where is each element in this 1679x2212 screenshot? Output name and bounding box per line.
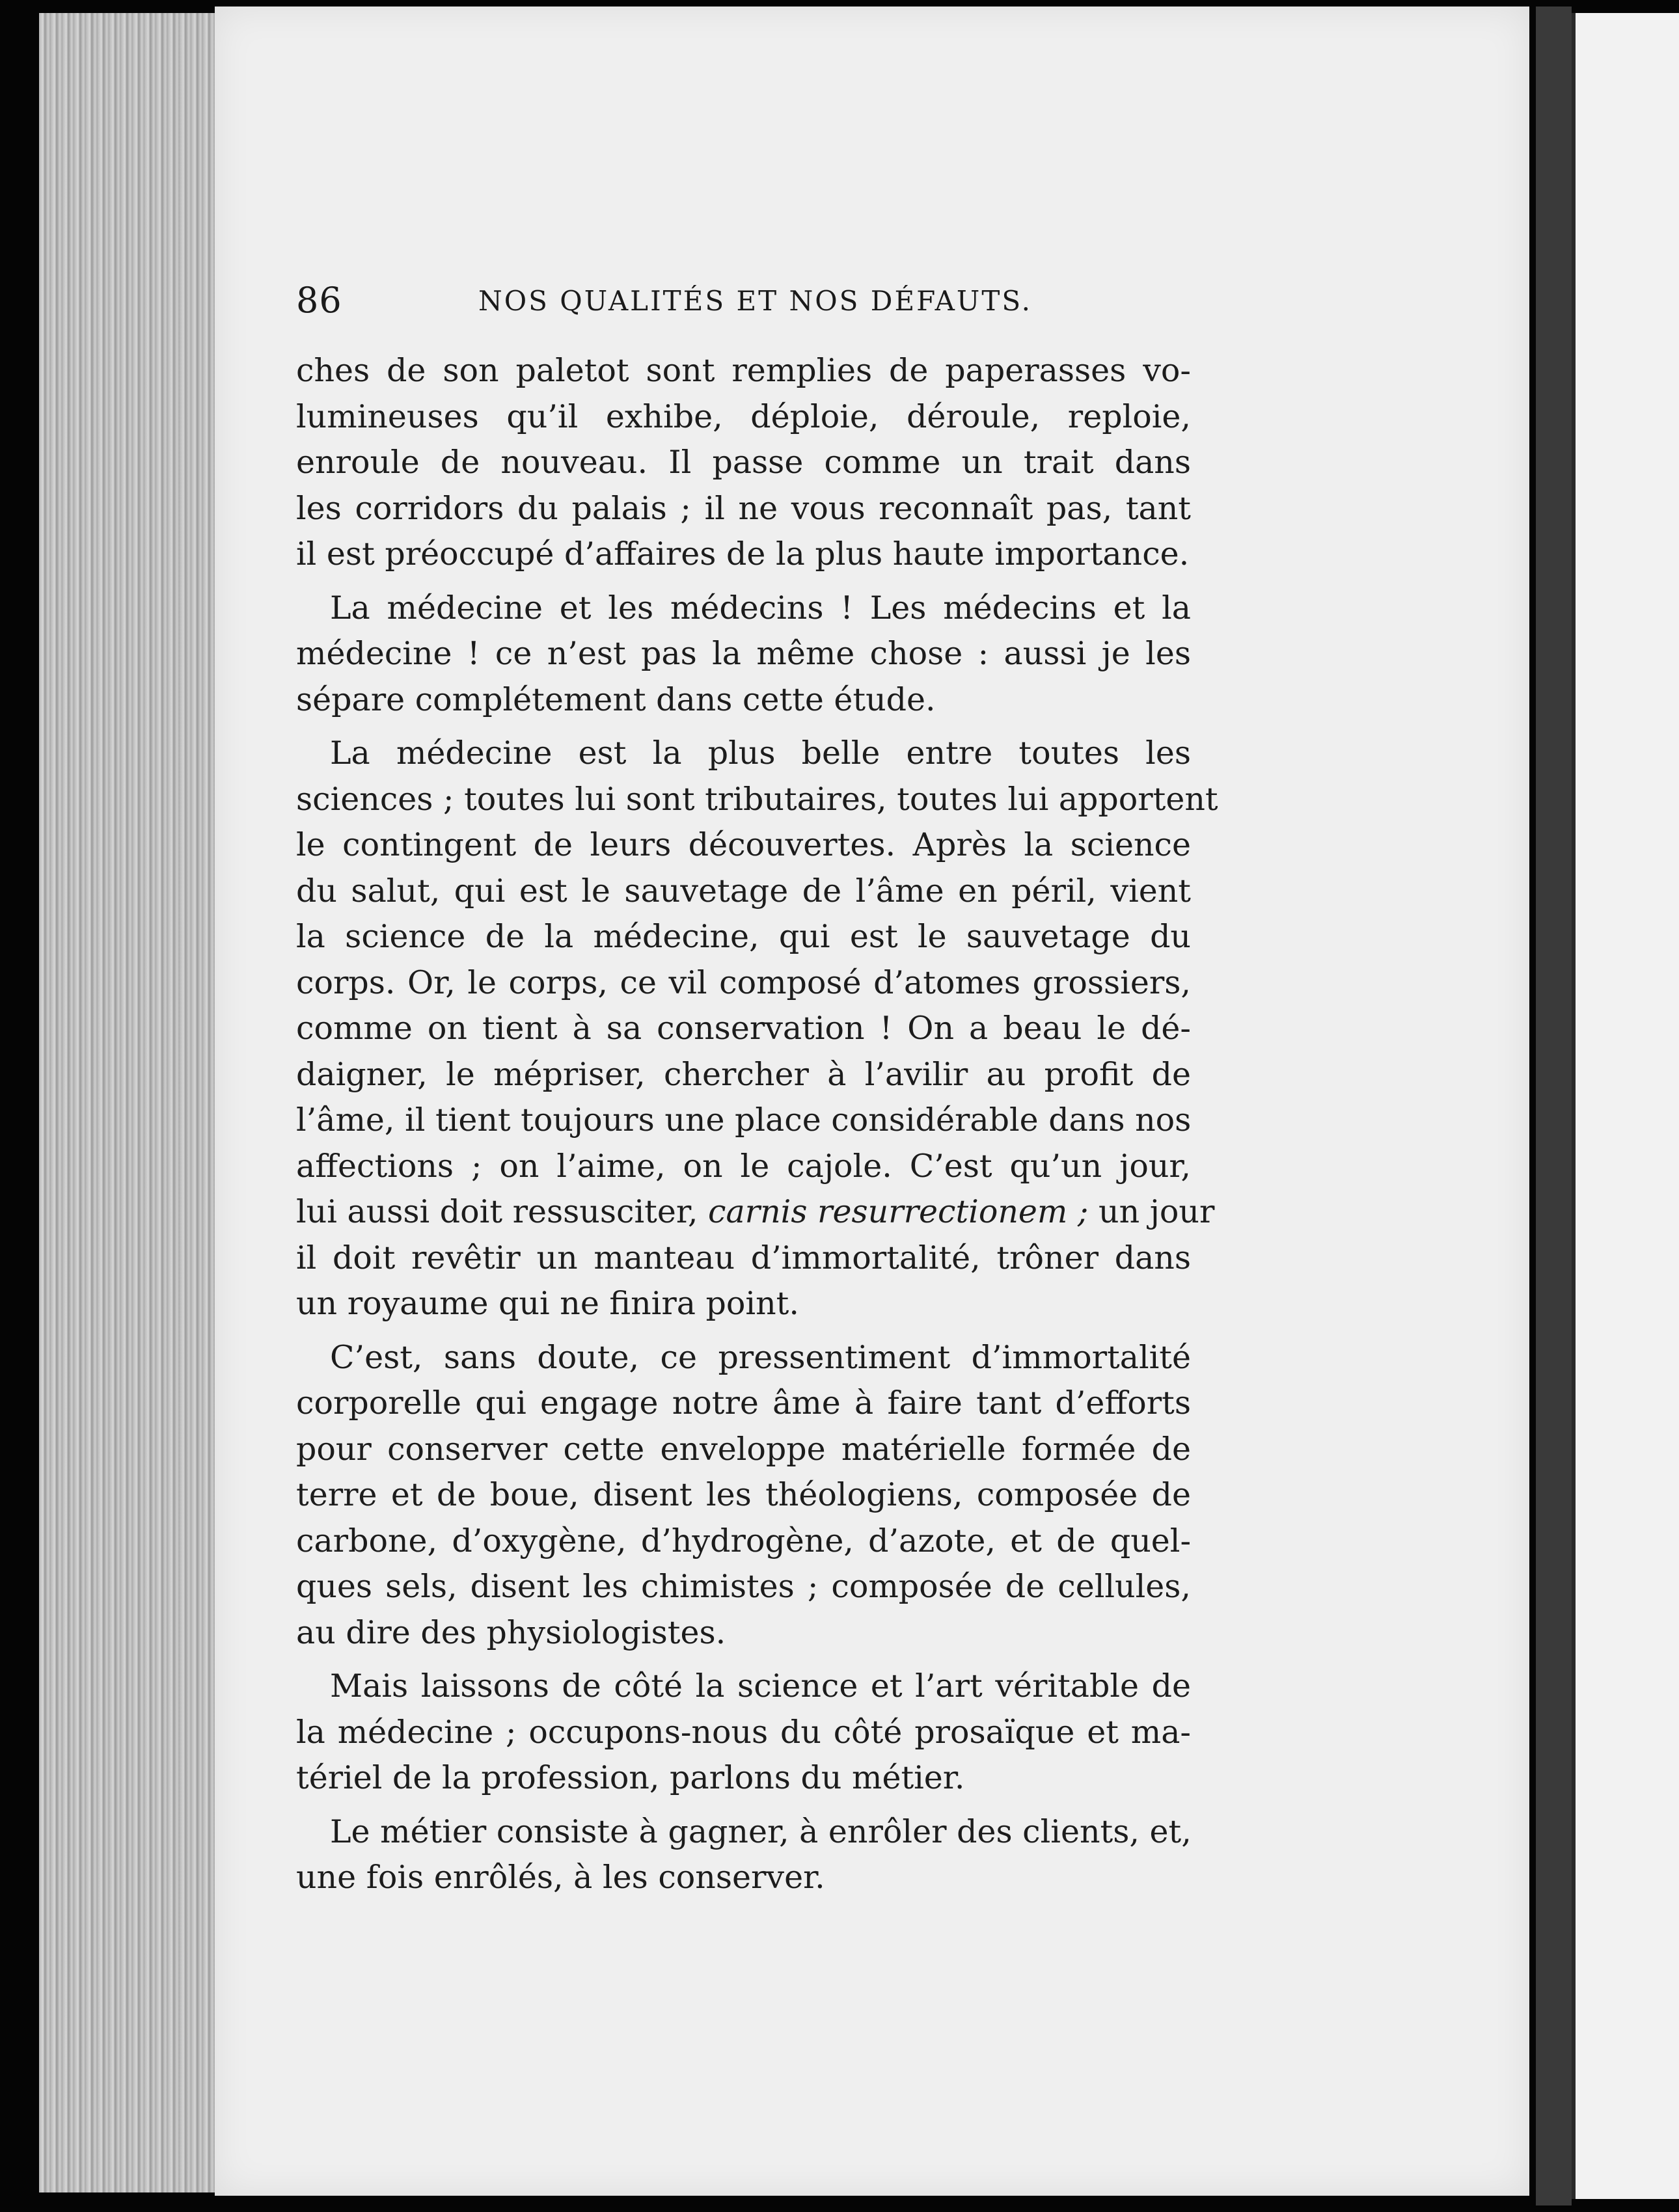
text-segment: lui aussi doit ressusciter, bbox=[296, 1193, 698, 1230]
text-line: ques sels, disent les chimistes ; composée de cellules, bbox=[296, 1568, 1191, 1605]
body-text bbox=[296, 348, 1218, 1909]
text-segment: un jour bbox=[1099, 1193, 1215, 1230]
paragraph bbox=[296, 1335, 1191, 1656]
facing-page-edge bbox=[1572, 13, 1679, 2199]
running-head: NOS QUALITÉS ET NOS DÉFAUTS. bbox=[478, 285, 1032, 317]
text-line: du salut, qui est le sauvetage de l’âme en péril, vient bbox=[296, 872, 1191, 910]
text-line: Mais laissons de côté la science et l’art véritable de bbox=[330, 1667, 1191, 1705]
page-number: 86 bbox=[296, 280, 342, 321]
text-line: la science de la médecine, qui est le sauvetage du bbox=[296, 918, 1191, 955]
text-line: comme on tient à sa conservation ! On a beau le dé- bbox=[296, 1010, 1191, 1047]
text-line: il est préoccupé d’affaires de la plus haute importance. bbox=[296, 535, 1190, 573]
text-line: tériel de la profession, parlons du métier. bbox=[296, 1759, 965, 1796]
text-line: le contingent de leurs découvertes. Après la science bbox=[296, 826, 1191, 863]
text-line: l’âme, il tient toujours une place considérable dans nos bbox=[296, 1101, 1192, 1139]
text-line: il doit revêtir un manteau d’immortalité, trôner dans bbox=[296, 1239, 1191, 1276]
text-line: au dire des physiologistes. bbox=[296, 1613, 726, 1651]
paragraph bbox=[296, 586, 1191, 723]
text-line: daigner, le mépriser, chercher à l’avilir au profit de bbox=[296, 1055, 1191, 1093]
page-header bbox=[296, 280, 1259, 338]
text-line: sciences ; toutes lui sont tributaires, toutes lui apportent bbox=[296, 780, 1218, 818]
paragraph bbox=[296, 348, 1191, 578]
text-line: corporelle qui engage notre âme à faire tant d’efforts bbox=[296, 1384, 1191, 1422]
text-line: une fois enrôlés, à les conserver. bbox=[296, 1859, 825, 1896]
text-line: les corridors du palais ; il ne vous reconnaît pas, tant bbox=[296, 489, 1191, 527]
book-page-edges bbox=[39, 13, 216, 2192]
text-line: lumineuses qu’il exhibe, déploie, déroule, reploie, bbox=[296, 398, 1191, 435]
text-line: C’est, sans doute, ce pressentiment d’immortalité bbox=[330, 1338, 1191, 1376]
text-line: La médecine et les médecins ! Les médecins et la bbox=[330, 589, 1191, 627]
text-line: un royaume qui ne finira point. bbox=[296, 1285, 799, 1322]
text-line: pour conserver cette enveloppe matérielle formée de bbox=[296, 1430, 1191, 1468]
paragraph bbox=[296, 731, 1218, 1327]
text-line-with-italic bbox=[296, 1189, 1215, 1235]
text-line: affections ; on l’aime, on le cajole. C’est qu’un jour, bbox=[296, 1147, 1191, 1185]
text-line: ches de son paletot sont remplies de paperasses vo- bbox=[296, 352, 1191, 389]
text-line: Le métier consiste à gagner, à enrôler des clients, et, bbox=[330, 1813, 1192, 1850]
text-line: carbone, d’oxygène, d’hydrogène, d’azote, et de quel- bbox=[296, 1522, 1191, 1559]
paragraph bbox=[296, 1809, 1191, 1901]
book-gutter bbox=[1536, 7, 1572, 2205]
text-line: sépare complétement dans cette étude. bbox=[296, 681, 936, 718]
text-line: terre et de boue, disent les théologiens, composée de bbox=[296, 1476, 1191, 1513]
text-line: la médecine ; occupons-nous du côté prosaïque et ma- bbox=[296, 1713, 1191, 1751]
text-line: médecine ! ce n’est pas la même chose : aussi je les bbox=[296, 635, 1191, 672]
latin-quote: carnis resurrectionem ; bbox=[708, 1193, 1089, 1230]
text-line: enroule de nouveau. Il passe comme un trait dans bbox=[296, 444, 1191, 481]
text-line: La médecine est la plus belle entre toutes les bbox=[330, 735, 1191, 772]
text-line: corps. Or, le corps, ce vil composé d’atomes grossiers, bbox=[296, 964, 1191, 1001]
paragraph bbox=[296, 1664, 1191, 1801]
